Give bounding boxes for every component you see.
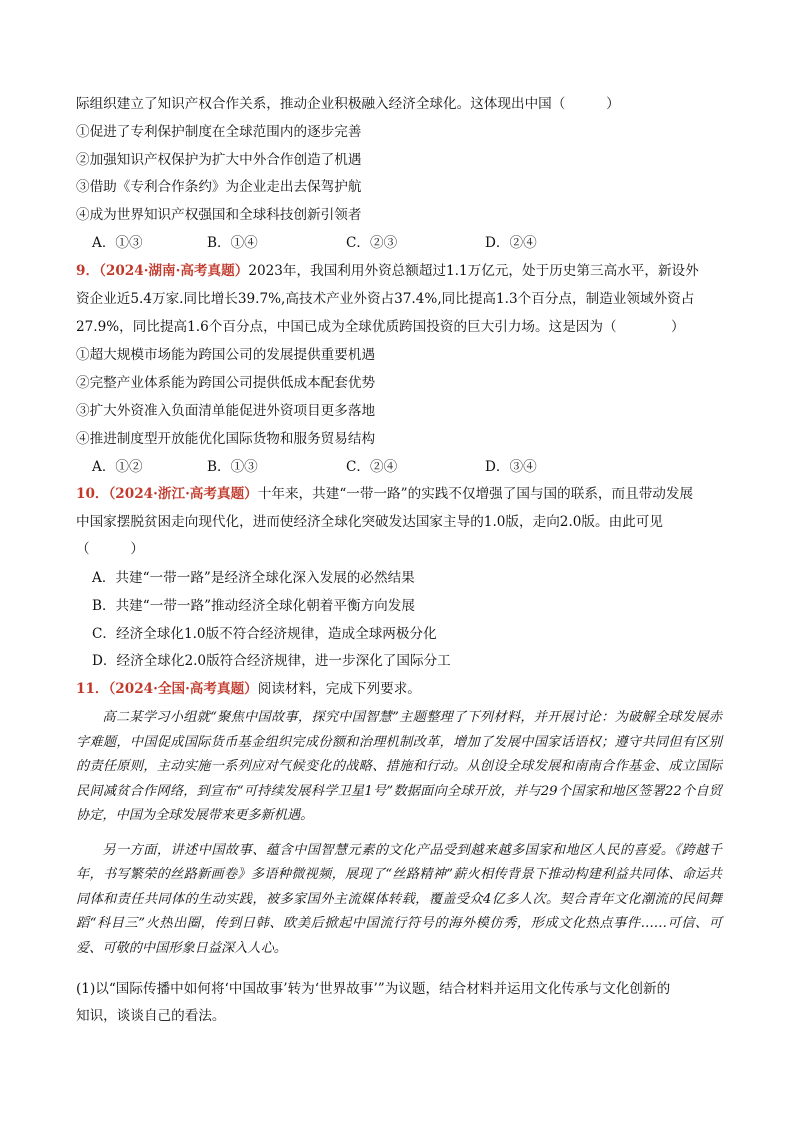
q8-statement-3: ③借助《专利合作条约》为企业走出去保驾护航 bbox=[76, 179, 362, 195]
q8-option-c[interactable]: C．②③ bbox=[346, 235, 398, 251]
q8-statement-4: ④成为世界知识产权强国和全球科技创新引领者 bbox=[76, 207, 362, 223]
q10-choice-c[interactable]: C．经济全球化1.0版不符合经济规律，造成全球两极分化 bbox=[92, 626, 437, 642]
q8-statement-2: ②加强知识产权保护为扩大中外合作创造了机遇 bbox=[76, 152, 362, 168]
q10-stem-line-2: 中国家摆脱贫困走向现代化，进而使经济全球化突破发达国家主导的1.0版，走向2.0版。由此可见 bbox=[76, 514, 663, 530]
q9-stem-line-1 bbox=[76, 261, 699, 281]
q9-statement-1: ①超大规模市场能为跨国公司的发展提供重要机遇 bbox=[76, 347, 376, 363]
q9-number: 9． bbox=[76, 263, 100, 279]
q9-option-d[interactable]: D．③④ bbox=[485, 459, 537, 475]
q8-option-a[interactable]: A．①③ bbox=[92, 235, 143, 251]
q11-subquestion-line-1: (1)以“国际传播中如何将‘中国故事’转为‘世界故事’”为议题，结合材料并运用文化传承与文化创新的 bbox=[76, 981, 671, 997]
q9-statement-3: ③扩大外资准入负面清单能促进外资项目更多落地 bbox=[76, 403, 376, 419]
q9-option-b[interactable]: B．①③ bbox=[207, 459, 258, 475]
q10-choice-b[interactable]: B．共建“一带一路”推动经济全球化朝着平衡方向发展 bbox=[92, 598, 415, 614]
q9-stem-text-1: 2023年，我国利用外资总额超过1.1万亿元，处于历史第三高水平，新设外 bbox=[248, 263, 699, 279]
q9-option-a[interactable]: A．①② bbox=[92, 459, 143, 475]
q8-stem-tail: 际组织建立了知识产权合作关系，推动企业积极融入经济全球化。这体现出中国（ ） bbox=[76, 96, 620, 112]
q9-statement-4: ④推进制度型开放能优化国际货物和服务贸易结构 bbox=[76, 431, 376, 447]
q11-number: 11． bbox=[76, 681, 109, 697]
q11-stem-text: 阅读材料，完成下列要求。 bbox=[257, 681, 421, 697]
q8-option-d[interactable]: D．②④ bbox=[485, 235, 537, 251]
q9-stem-line-2: 资企业近5.4万家.同比增长39.7%,高技术产业外资占37.4%,同比提高1.3个百分点，制造业领域外资占 bbox=[76, 291, 695, 307]
q10-stem-line-1 bbox=[76, 484, 693, 504]
q10-stem-text-1: 十年来，共建“一带一路”的实践不仅增强了国与国的联系，而且带动发展 bbox=[257, 486, 694, 502]
q10-choice-d[interactable]: D．经济全球化2.0版符合经济规律，进一步深化了国际分工 bbox=[92, 653, 451, 669]
q10-choice-a[interactable]: A．共建“一带一路”是经济全球化深入发展的必然结果 bbox=[92, 570, 415, 586]
q9-option-c[interactable]: C．②④ bbox=[346, 459, 398, 475]
q10-stem-line-3: （ ） bbox=[76, 541, 144, 557]
q10-source: （2024·浙江·高考真题） bbox=[108, 486, 258, 502]
q9-stem-line-3: 27.9%，同比提高1.6个百分点，中国已成为全球优质跨国投资的巨大引力场。这是因为（ ） bbox=[76, 319, 685, 335]
q8-statement-1: ①促进了专利保护制度在全球范围内的逐步完善 bbox=[76, 124, 362, 140]
q11-material bbox=[76, 706, 722, 961]
q11-material-paragraph-1: 高二某学习小组就“聚焦中国故事，探究中国智慧”主题整理了下列材料，并开展讨论：为破解全球发展赤字难题，中国促成国际货币基金组织完成份额和治理机制改革，增加了发展中国家话语权；遵守共同但有区别的责任原则，主动实施一系列应对气候变化的战略、措施和行动。从创设全球发展和南南合作基金、成立国际民间减贫合作网络，到宣布“可持续发展科学卫星1号”数据面向全球开放，并与29个国家和地区签署22个自贸协定，中国为全球发展带来更多新机遇。 bbox=[76, 710, 722, 823]
q8-option-b[interactable]: B．①④ bbox=[207, 235, 258, 251]
q10-number: 10． bbox=[76, 486, 109, 502]
q11-source: （2024·全国·高考真题） bbox=[108, 681, 258, 697]
q11-subquestion-line-2: 知识，谈谈自己的看法。 bbox=[76, 1008, 226, 1024]
q11-stem-line bbox=[76, 679, 421, 699]
q11-material-paragraph-2: 另一方面，讲述中国故事、蕴含中国智慧元素的文化产品受到越来越多国家和地区人民的喜爱。《跨越千年，书写繁荣的丝路新画卷》多语种微视频，展现了“丝路精神”薪火相传背景下推动构建利益共同体、命运共同体和责任共同体的生动实践，被多家国外主流媒体转载，覆盖受众4亿多人次。契合青年文化潮流的民间舞蹈“科目三”火热出圈，传到日韩、欧美后掀起中国流行符号的海外模仿秀，形成文化热点事件……可信、可爱、可敬的中国形象日益深入人心。 bbox=[76, 842, 722, 956]
q9-source: （2024·湖南·高考真题） bbox=[99, 263, 249, 279]
q9-statement-2: ②完整产业体系能为跨国公司提供低成本配套优势 bbox=[76, 375, 376, 391]
